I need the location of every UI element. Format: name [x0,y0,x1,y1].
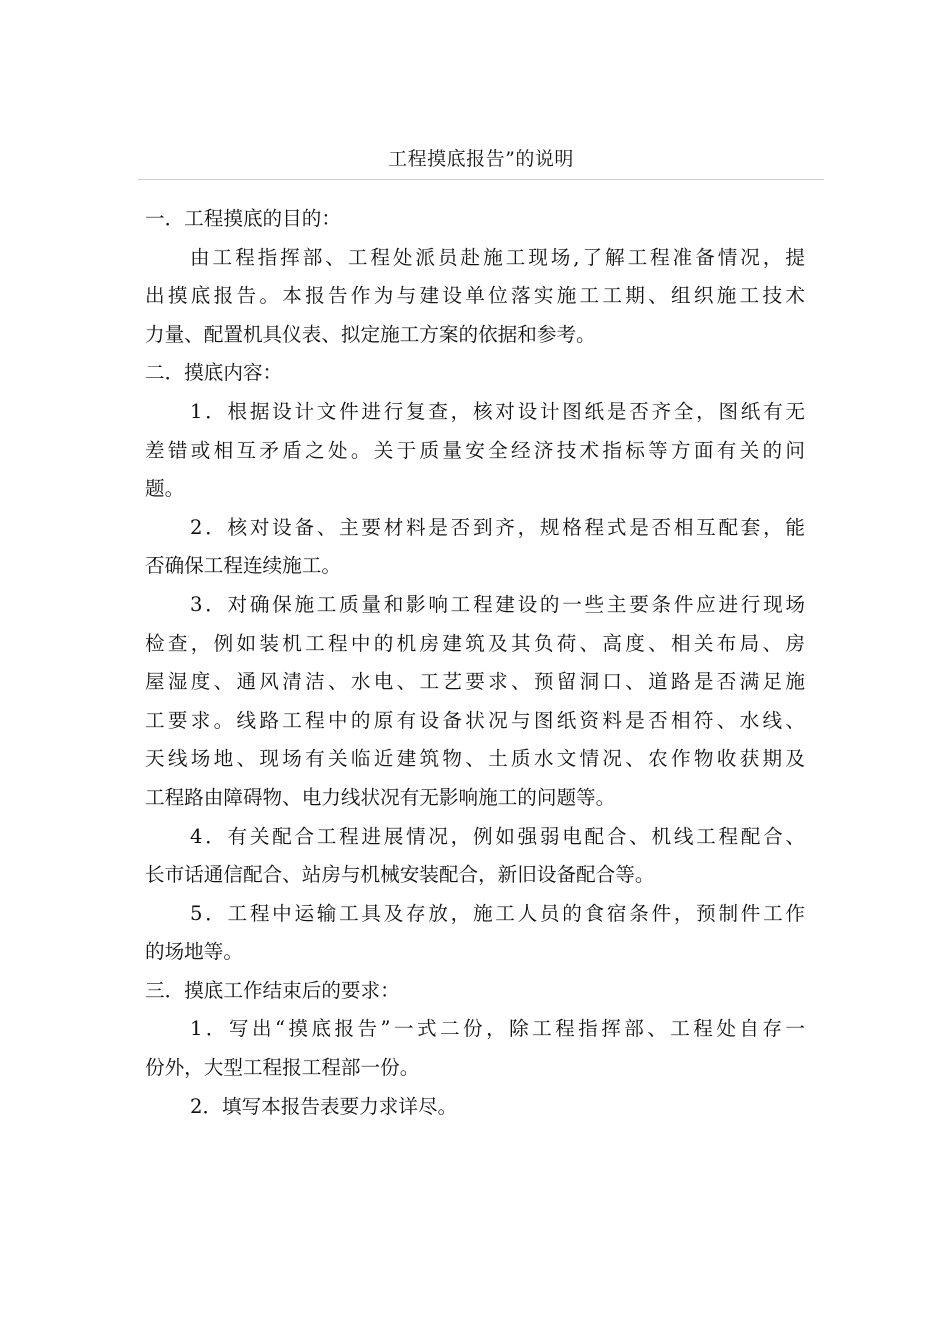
text-line: 题。 [145,477,185,501]
text-line: 由工程指挥部、工程处派员赴施工现场,了解工程准备情况，提 [190,245,805,269]
text-line: 1．写出“摸底报告”一式二份，除工程指挥部、工程处自存一 [190,1017,805,1041]
text-line: 工程路由障碍物、电力线状况有无影响施工的问题等。 [145,785,616,809]
text-line: 的场地等。 [145,940,243,964]
text-line: 4．有关配合工程进展情况，例如强弱电配合、机线工程配合、 [190,824,805,848]
text-line: 天线场地、现场有关临近建筑物、土质水文情况、农作物收获期及 [145,747,805,771]
text-line: 二．摸底内容： [145,361,283,385]
text-line: 检查，例如装机工程中的机房建筑及其负荷、高度、相关布局、房 [145,631,805,655]
text-line: 一．工程摸底的目的： [145,207,341,230]
text-line: 屋湿度、通风清洁、水电、工艺要求、预留洞口、道路是否满足施 [145,670,805,694]
text-line: 否确保工程连续施工。 [145,554,341,578]
text-line: 力量、配置机具仪表、拟定施工方案的依据和参考。 [145,322,596,346]
text-line: 长市话通信配合、站房与机械安装配合，新旧设备配合等。 [145,863,655,887]
title-divider [138,179,824,180]
text-line: 5．工程中运输工具及存放，施工人员的食宿条件，预制件工作 [190,901,805,925]
text-line: 三．摸底工作结束后的要求： [145,978,400,1002]
document-body [145,200,805,1126]
text-line: 差错或相互矛盾之处。关于质量安全经济技术指标等方面有关的问 [145,438,805,462]
text-line: 2．核对设备、主要材料是否到齐，规格程式是否相互配套，能 [190,515,805,539]
text-line: 2．填写本报告表要力求详尽。 [190,1094,458,1118]
text-line: 3．对确保施工质量和影响工程建设的一些主要条件应进行现场 [190,592,805,616]
document-title: 工程摸底报告”的说明 [388,148,574,170]
text-line: 工要求。线路工程中的原有设备状况与图纸资料是否相符、水线、 [145,708,805,732]
text-line: 份外，大型工程报工程部一份。 [145,1056,420,1080]
text-line: 1．根据设计文件进行复查，核对设计图纸是否齐全，图纸有无 [190,399,805,423]
text-line: 出摸底报告。本报告作为与建设单位落实施工工期、组织施工技术 [145,284,805,308]
